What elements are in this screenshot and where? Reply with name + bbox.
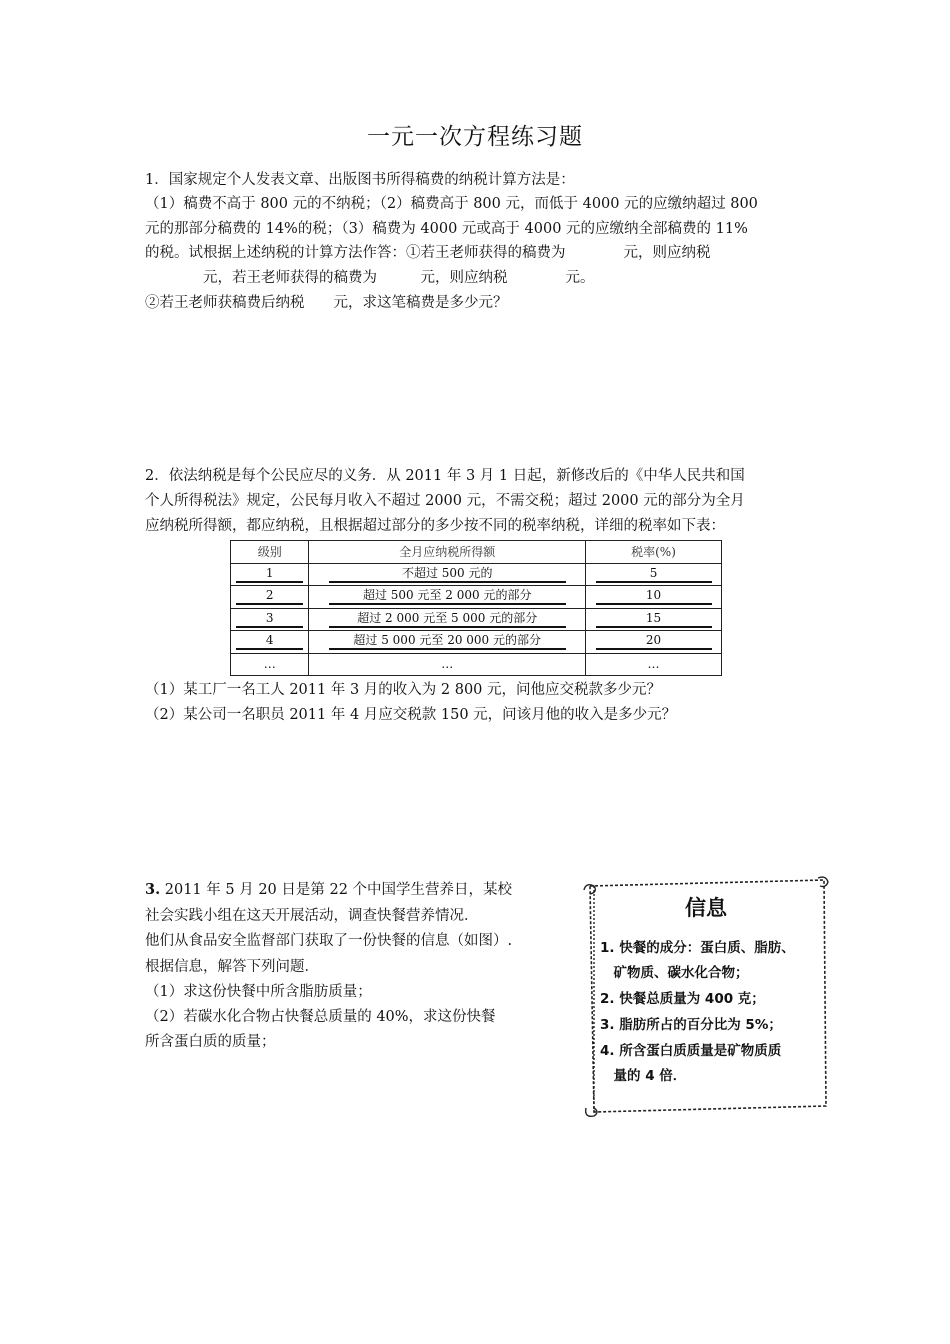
cell: 超过 2 000 元至 5 000 元的部分 bbox=[329, 611, 566, 628]
q1-line-5: 元，若王老师获得的稿费为 元，则应纳税 元。 bbox=[145, 270, 595, 286]
q3-line-1-text: 2011 年 5 月 20 日是第 22 个中国学生营养日，某校 bbox=[160, 882, 513, 898]
table-header-row bbox=[231, 541, 722, 564]
page-title: 一元一次方程练习题 bbox=[367, 124, 583, 150]
cell: 3 bbox=[236, 611, 303, 628]
q2-sub-1: （1）某工厂一名工人 2011 年 3 月的收入为 2 800 元，问他应交税款多少元？ bbox=[145, 682, 662, 698]
q1-line-3: 元的那部分稿费的 14%的税；（3）稿费为 4000 元或高于 4000 元的应缴纳全部稿费的 11% bbox=[145, 221, 748, 237]
q1-line-6: ②若王老师获稿费后纳税 元，求这笔稿费是多少元？ bbox=[145, 295, 508, 311]
info-line: 3. 脂肪所占的百分比为 5%； bbox=[600, 1017, 782, 1033]
q3-line-6: （2）若碳水化合物占快餐总质量的 40%，求这份快餐 bbox=[145, 1009, 496, 1025]
q3-line-7: 所含蛋白质的质量； bbox=[145, 1034, 276, 1050]
cell: … bbox=[231, 653, 309, 676]
q1-line-4: 的税。试根据上述纳税的计算方法作答：①若王老师获得的稿费为 元，则应纳税 bbox=[145, 245, 711, 261]
q2-line-3: 应纳税所得额，都应纳税，且根据超过部分的多少按不同的税率纳税，详细的税率如下表： bbox=[145, 518, 725, 534]
q3-line-1 bbox=[145, 880, 512, 900]
q3-line-2: 社会实践小组在这天开展活动，调查快餐营养情况． bbox=[145, 908, 479, 924]
q3-line-5: （1）求这份快餐中所含脂肪质量； bbox=[145, 984, 372, 1000]
info-title: 信息 bbox=[685, 896, 727, 920]
cell: 5 bbox=[596, 566, 712, 583]
tax-rate-table bbox=[230, 540, 722, 676]
cell: 超过 500 元至 2 000 元的部分 bbox=[329, 588, 566, 605]
q2-line-1: 2．依法纳税是每个公民应尽的义务．从 2011 年 3 月 1 日起，新修改后的《中华人民共和国 bbox=[145, 468, 745, 484]
q1-line-1: 1．国家规定个人发表文章、出版图书所得稿费的纳税计算方法是： bbox=[145, 172, 575, 188]
cell: 1 bbox=[236, 566, 303, 583]
q1-line-2: （1）稿费不高于 800 元的不纳税；（2）稿费高于 800 元，而低于 4000 元的应缴纳超过 800 bbox=[145, 196, 758, 212]
table-row bbox=[231, 631, 722, 654]
info-line: 2. 快餐总质量为 400 克； bbox=[600, 991, 765, 1007]
table-row bbox=[231, 563, 722, 586]
q3-line-3: 他们从食品安全监督部门获取了一份快餐的信息（如图）. bbox=[145, 933, 513, 949]
q2-line-2: 个人所得税法》规定，公民每月收入不超过 2000 元，不需交税；超过 2000 元的部分为全月 bbox=[145, 493, 745, 509]
q3-number: 3. bbox=[145, 881, 161, 898]
table-row bbox=[231, 586, 722, 609]
q3-line-4: 根据信息，解答下列问题． bbox=[145, 959, 319, 975]
cell: 10 bbox=[596, 588, 712, 605]
cell: 15 bbox=[596, 611, 712, 628]
cell: 20 bbox=[596, 633, 712, 650]
table-row bbox=[231, 653, 722, 676]
header-level: 级别 bbox=[231, 541, 309, 564]
cell: 2 bbox=[236, 588, 303, 605]
info-line: 矿物质、碳水化合物； bbox=[600, 965, 749, 981]
header-rate: 税率(%) bbox=[586, 541, 722, 564]
header-income: 全月应纳税所得额 bbox=[309, 541, 586, 564]
q2-sub-2: （2）某公司一名职员 2011 年 4 月应交税款 150 元，问该月他的收入是多少元？ bbox=[145, 707, 677, 723]
info-line: 4. 所含蛋白质质量是矿物质质 bbox=[600, 1043, 782, 1059]
info-line: 1. 快餐的成分：蛋白质、脂肪、 bbox=[600, 940, 795, 956]
cell: 不超过 500 元的 bbox=[329, 566, 566, 583]
table-row bbox=[231, 608, 722, 631]
info-line: 量的 4 倍． bbox=[600, 1068, 687, 1084]
cell: … bbox=[586, 653, 722, 676]
cell: 4 bbox=[236, 633, 303, 650]
info-scroll-figure bbox=[580, 876, 832, 1120]
cell: … bbox=[309, 653, 586, 676]
cell: 超过 5 000 元至 20 000 元的部分 bbox=[329, 633, 566, 650]
